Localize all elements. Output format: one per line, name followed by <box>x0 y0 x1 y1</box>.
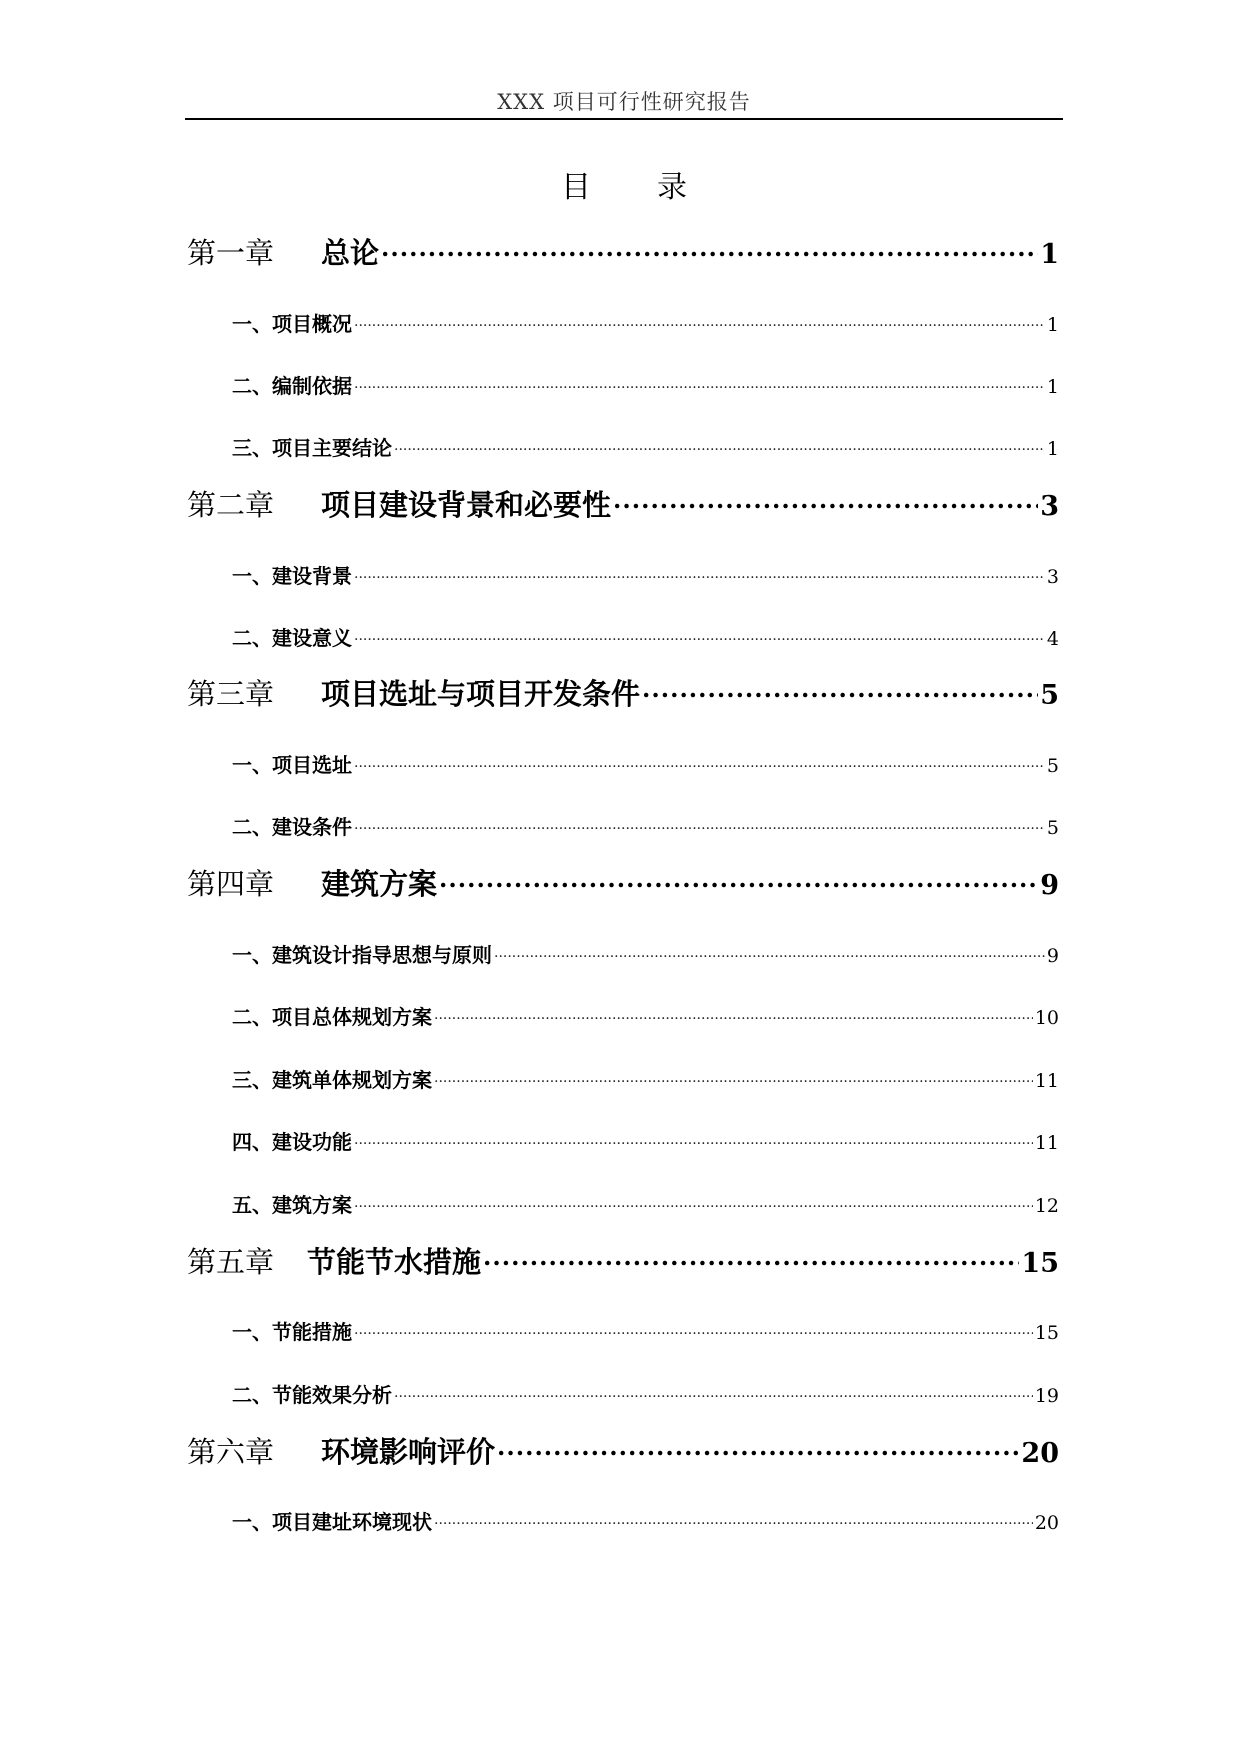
page-number: 11 <box>1034 1070 1059 1092</box>
page-number: 9 <box>1040 870 1059 901</box>
page-number: 15 <box>1021 1248 1059 1279</box>
toc-section-entry[interactable] <box>232 432 1059 461</box>
page-number: 5 <box>1040 680 1059 711</box>
chapter-number: 第四章 <box>187 867 275 901</box>
dot-leader <box>354 625 1045 645</box>
toc-section-entry[interactable] <box>232 1001 1059 1030</box>
chapter-number: 第三章 <box>187 677 275 711</box>
page-number: 9 <box>1046 945 1059 967</box>
toc-section-entry[interactable] <box>232 622 1059 651</box>
toc-section-entry[interactable] <box>232 1189 1059 1218</box>
toc-section-entry[interactable] <box>232 370 1059 399</box>
toc-chapter-entry[interactable] <box>187 231 1059 272</box>
section-title: 二、节能效果分析 <box>232 1383 392 1407</box>
section-title: 二、建设意义 <box>232 626 352 650</box>
dot-leader <box>483 1243 1019 1272</box>
page-number: 5 <box>1046 817 1059 839</box>
dot-leader <box>354 563 1045 583</box>
section-title: 一、节能措施 <box>232 1320 352 1344</box>
toc-chapter-entry[interactable] <box>187 1430 1059 1471</box>
chapter-number: 第一章 <box>187 236 275 270</box>
section-title: 一、项目建址环境现状 <box>232 1510 432 1534</box>
chapter-title: 环境影响评价 <box>321 1435 496 1469</box>
section-title: 二、建设条件 <box>232 815 352 839</box>
dot-leader <box>354 373 1045 393</box>
page-number: 12 <box>1034 1195 1059 1217</box>
page-number: 3 <box>1046 566 1059 588</box>
section-title: 一、项目概况 <box>232 312 352 336</box>
toc-section-entry[interactable] <box>232 811 1059 840</box>
chapter-number: 第六章 <box>187 1435 275 1469</box>
section-title: 一、项目选址 <box>232 753 352 777</box>
page-number: 1 <box>1046 376 1059 398</box>
toc-section-entry[interactable] <box>232 1379 1059 1408</box>
section-title: 五、建筑方案 <box>232 1193 352 1217</box>
dot-leader <box>394 435 1045 455</box>
chapter-number: 第二章 <box>187 488 275 522</box>
section-title: 一、建筑设计指导思想与原则 <box>232 943 492 967</box>
section-title: 二、编制依据 <box>232 374 352 398</box>
dot-leader <box>354 814 1045 834</box>
toc-title: 目录 <box>561 170 753 205</box>
dot-leader <box>354 752 1045 772</box>
chapter-title: 项目选址与项目开发条件 <box>321 677 641 711</box>
toc-chapter-entry[interactable] <box>187 483 1059 524</box>
toc-section-entry[interactable] <box>232 939 1059 968</box>
dot-leader <box>439 865 1038 894</box>
toc-section-entry[interactable] <box>232 1064 1059 1093</box>
chapter-title: 建筑方案 <box>321 867 438 901</box>
dot-leader <box>494 942 1045 962</box>
chapter-title: 节能节水措施 <box>307 1245 482 1279</box>
dot-leader <box>381 234 1038 263</box>
section-title: 四、建设功能 <box>232 1130 352 1154</box>
page-number: 19 <box>1034 1385 1059 1407</box>
toc-section-entry[interactable] <box>232 1316 1059 1345</box>
toc-section-entry[interactable] <box>232 560 1059 589</box>
chapter-number: 第五章 <box>187 1245 275 1279</box>
dot-leader <box>613 486 1038 515</box>
page-number: 1 <box>1040 239 1059 270</box>
section-title: 三、项目主要结论 <box>232 436 392 460</box>
page-number: 10 <box>1034 1007 1059 1029</box>
dot-leader <box>497 1433 1019 1462</box>
page-number: 4 <box>1046 628 1059 650</box>
toc-chapter-entry[interactable] <box>187 672 1059 713</box>
dot-leader <box>354 1129 1033 1149</box>
chapter-title: 总论 <box>321 236 380 270</box>
section-title: 三、建筑单体规划方案 <box>232 1068 432 1092</box>
page-number: 1 <box>1046 314 1059 336</box>
dot-leader <box>354 311 1045 331</box>
section-title: 二、项目总体规划方案 <box>232 1005 432 1029</box>
page-number: 15 <box>1034 1322 1059 1344</box>
dot-leader <box>354 1319 1033 1339</box>
page-number: 1 <box>1046 438 1059 460</box>
toc-section-entry[interactable] <box>232 749 1059 778</box>
dot-leader <box>394 1382 1033 1402</box>
dot-leader <box>434 1067 1033 1087</box>
toc-section-entry[interactable] <box>232 1506 1059 1535</box>
dot-leader <box>434 1004 1033 1024</box>
dot-leader <box>642 675 1038 704</box>
section-title: 一、建设背景 <box>232 564 352 588</box>
toc-chapter-entry[interactable] <box>187 862 1059 903</box>
page-number: 3 <box>1040 491 1059 522</box>
page-number: 5 <box>1046 755 1059 777</box>
running-header: XXX 项目可行性研究报告 <box>497 90 751 114</box>
toc-chapter-entry[interactable] <box>187 1240 1059 1281</box>
dot-leader <box>434 1509 1033 1529</box>
page-number: 20 <box>1021 1438 1059 1469</box>
page-number: 20 <box>1034 1512 1059 1534</box>
dot-leader <box>354 1192 1033 1212</box>
toc-section-entry[interactable] <box>232 308 1059 337</box>
toc-section-entry[interactable] <box>232 1126 1059 1155</box>
chapter-title: 项目建设背景和必要性 <box>321 488 612 522</box>
page-number: 11 <box>1034 1132 1059 1154</box>
